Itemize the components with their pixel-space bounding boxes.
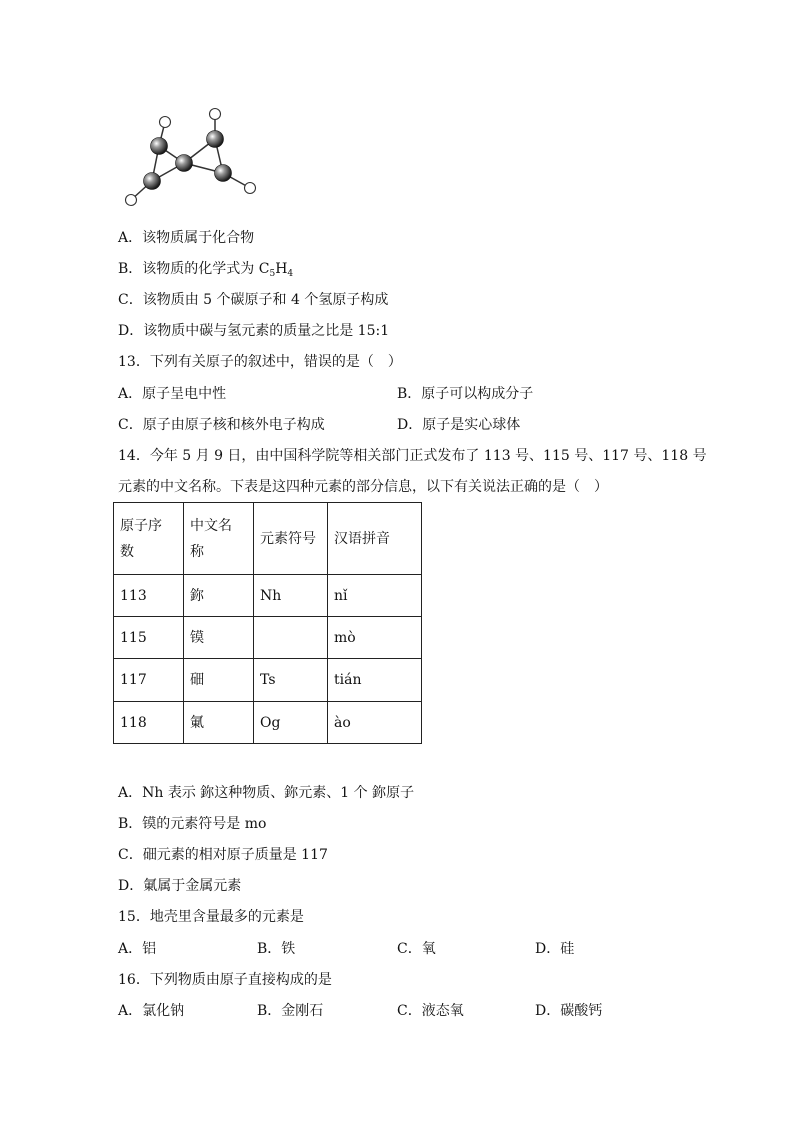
q16-option-b: B．金刚石 [257,1003,324,1019]
q15-stem: 15．地壳里含量最多的元素是 [118,909,304,925]
q14-option-c: C．鿬元素的相对原子质量是 117 [118,847,328,863]
q12-option-b-text: B．该物质的化学式为 C [118,261,270,277]
table-row [114,702,422,744]
header-cell-line: 称 [190,543,204,560]
header-cell-line: 汉语拼音 [334,530,390,547]
header-cell-line: 数 [120,543,134,560]
q14-option-b: B．镆的元素符号是 mo [118,816,267,832]
header-chinese-name [184,503,254,575]
q14-option-d: D．氭属于金属元素 [118,878,242,894]
q16-option-d: D．碳酸钙 [535,1003,603,1019]
q16-option-a: A．氯化钠 [118,1003,185,1019]
molecule-diagram [118,100,268,212]
header-cell-line: 原子序 [120,517,162,534]
q15-option-b: B．铁 [257,941,296,957]
q12-option-a: A．该物质属于化合物 [118,230,255,246]
q15-option-c: C．氧 [397,941,436,957]
cell-pinyin: tián [328,659,422,702]
cell-pinyin: ào [328,702,422,744]
q16-option-c: C．液态氧 [397,1003,464,1019]
cell-pinyin: nǐ [328,575,422,617]
cell-atomic-number: 113 [114,575,184,617]
cell-element-symbol [254,617,328,659]
cell-atomic-number: 118 [114,702,184,744]
q13-option-d: D．原子是实心球体 [397,417,521,433]
header-element-symbol [254,503,328,575]
q13-option-a: A．原子呈电中性 [118,386,227,402]
formula-h: H [275,261,288,277]
q13-stem: 13．下列有关原子的叙述中，错误的是（ ） [118,354,402,370]
cell-chinese-name: 镆 [184,617,254,659]
cell-atomic-number: 115 [114,617,184,659]
hydrogen-atoms [126,109,256,206]
cell-element-symbol: Nh [254,575,328,617]
q13-option-b: B．原子可以构成分子 [397,386,534,402]
cell-element-symbol: Og [254,702,328,744]
q14-option-a: A．Nh 表示 鉨这种物质、鉨元素、1 个 鉨原子 [118,785,415,801]
cell-element-symbol: Ts [254,659,328,702]
header-cell-line: 中文名 [190,517,232,534]
q15-option-d: D．硅 [535,941,575,957]
cell-pinyin: mò [328,617,422,659]
table-row [114,575,422,617]
formula-subscript-c: 5 [269,269,276,279]
header-pinyin [328,503,422,575]
table-header-row [114,503,422,575]
q14-stem-line2: 元素的中文名称。下表是这四种元素的部分信息，以下有关说法正确的是（ ） [118,479,608,495]
q15-option-a: A．铝 [118,941,157,957]
element-info-table [113,502,422,744]
cell-atomic-number: 117 [114,659,184,702]
q16-stem: 16．下列物质由原子直接构成的是 [118,972,332,988]
q12-option-c: C．该物质由 5 个碳原子和 4 个氢原子构成 [118,292,389,308]
q12-option-d: D．该物质中碳与氢元素的质量之比是 15:1 [118,323,390,339]
q12-option-b [118,260,293,283]
q14-stem-line1: 14．今年 5 月 9 日，由中国科学院等相关部门正式发布了 113 号、115 号、117 号、118 号 [118,448,707,464]
header-atomic-number [114,503,184,575]
table-row [114,659,422,702]
cell-chinese-name: 氭 [184,702,254,744]
formula-subscript-h: 4 [287,269,294,279]
table-row [114,617,422,659]
header-cell-line: 元素符号 [260,530,316,547]
q13-option-c: C．原子由原子核和核外电子构成 [118,417,325,433]
cell-chinese-name: 鿬 [184,659,254,702]
cell-chinese-name: 鉨 [184,575,254,617]
